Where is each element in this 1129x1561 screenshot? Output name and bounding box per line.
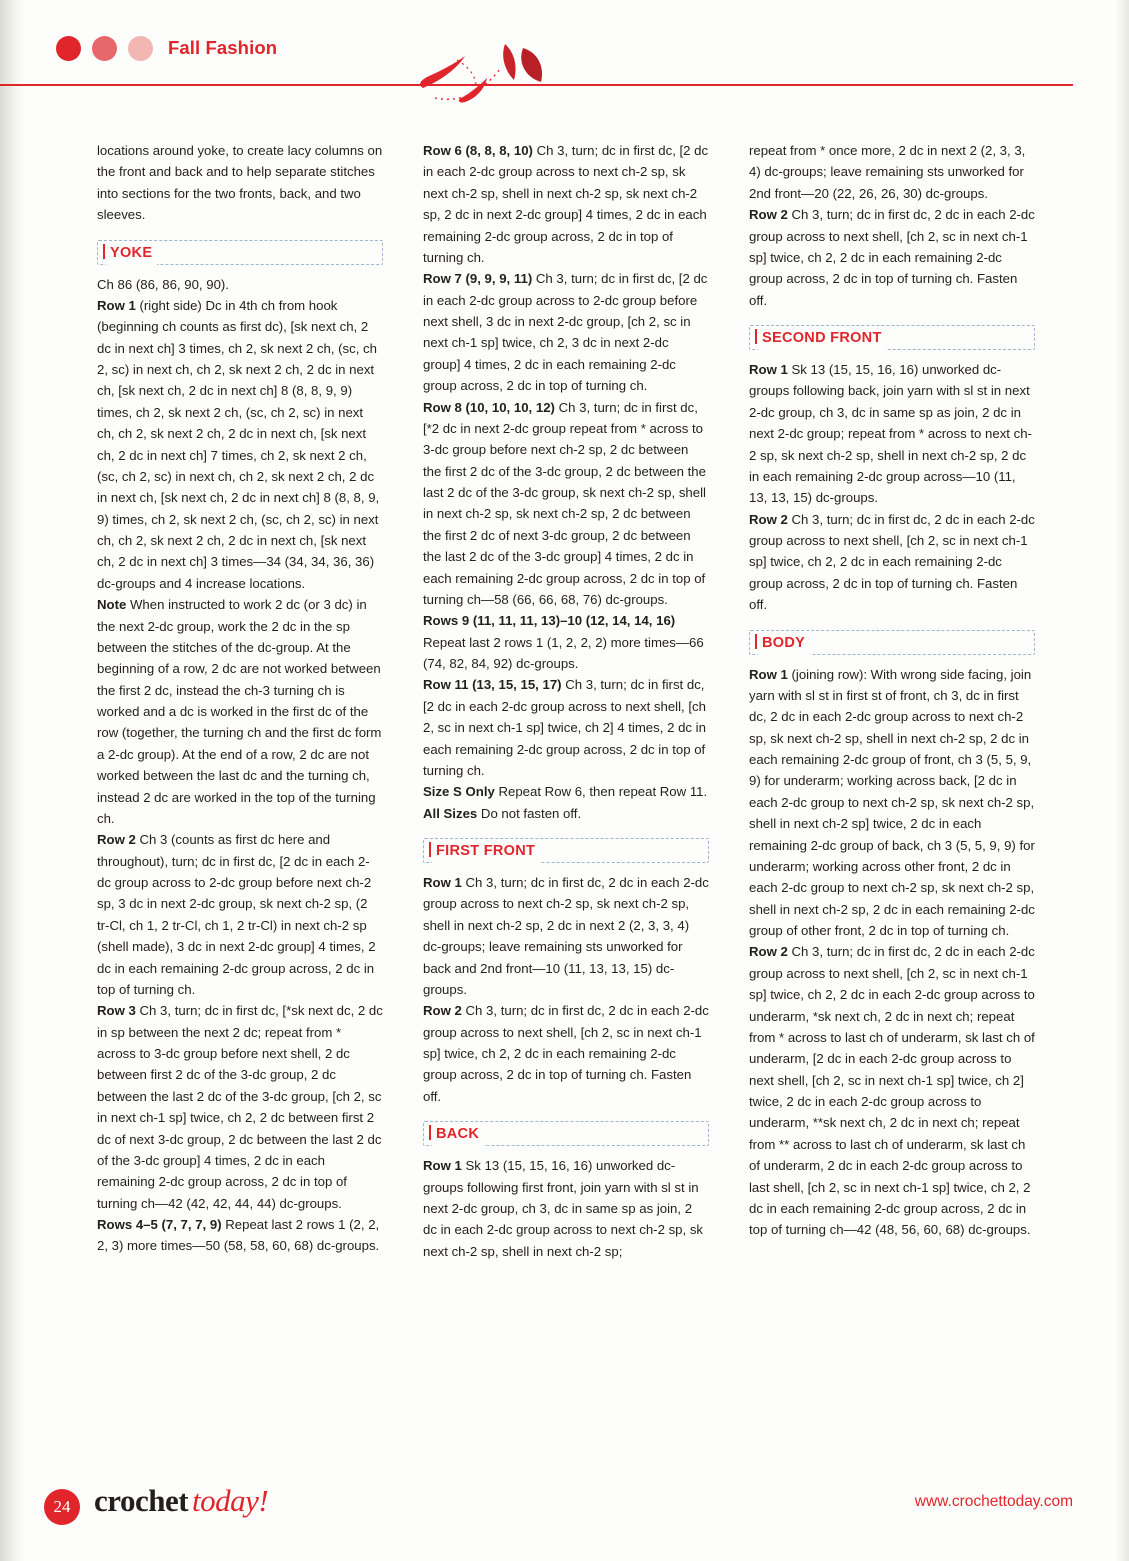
paragraph-lead: Row 1 (749, 666, 788, 682)
paragraph-text: Ch 3, turn; dc in first dc, 2 dc in each 2-dc group across to next shell, [ch 2, sc in next ch-1 sp] twice, ch 2, 2 dc in each remaining 2-dc group across, 2 dc in top of turning ch. Fasten off. (423, 1003, 709, 1104)
section-heading-label: YOKE (106, 242, 157, 265)
paragraph (97, 1000, 383, 1214)
paragraph-text: Ch 3, turn; dc in first dc, [2 dc in each 2-dc group across to next ch-2 sp, sk next ch-2 sp, shell in next ch-2 sp, sk next ch-2 sp, 2 dc in next 2-dc group] 4 times, 2 dc in each remaining 2-dc group across, 2 dc in top of turning ch. (423, 143, 709, 265)
paragraph (97, 140, 383, 226)
section-heading-label: BACK (432, 1123, 484, 1146)
paragraph-lead: Row 7 (9, 9, 9, 11) (423, 271, 533, 287)
paragraph (423, 268, 709, 396)
paragraph (749, 204, 1035, 311)
paragraph-text: Ch 3 (counts as first dc here and throughout), turn; dc in first dc, [2 dc in each 2-dc group across to 2-dc group before next ch-2 sp, 3 dc in next 2-dc group, sk next ch-2 sp, (2 tr-Cl, ch 1, 2 tr-Cl, ch 1, 2 tr-Cl) in next ch-2 sp (shell made), 3 dc in next 2-dc group] 4 times, 2 dc in each remaining 2-dc group across, 2 dc in top of turning ch. (97, 832, 376, 997)
paragraph-text: Ch 3, turn; dc in first dc, 2 dc in each 2-dc group across to next shell, [ch 2, sc in next ch-1 sp] twice, ch 2, 2 dc in each remaining 2-dc group across, 2 dc in top of turning ch. Fasten off. (749, 511, 1035, 613)
page-header (0, 0, 1129, 110)
section-heading (749, 325, 1035, 350)
page-spine-shadow (0, 0, 26, 1561)
section-heading-tick-icon (429, 1125, 431, 1140)
section-heading-tick-icon (755, 329, 757, 344)
paragraph (423, 397, 709, 611)
paragraph (97, 274, 383, 295)
page-edge-shadow (1115, 0, 1129, 1561)
paragraph (97, 594, 383, 829)
paragraph-lead: Note (97, 597, 127, 613)
paragraph-text: Sk 13 (15, 15, 16, 16) unworked dc-groups following first front, join yarn with sl st in next 2-dc group, ch 3, dc in same sp as join, 2 dc in each 2-dc group across to next ch-2 sp, sk next ch-2 sp, shell in next ch-2 sp; (423, 1158, 704, 1259)
paragraph-lead: Rows 4–5 (7, 7, 7, 9) (97, 1217, 222, 1232)
paragraph (423, 610, 709, 674)
logo-main: crochet (94, 1483, 189, 1518)
paragraph (423, 1155, 709, 1262)
magazine-logo (94, 1483, 268, 1519)
paragraph (423, 140, 709, 268)
paragraph (749, 941, 1035, 1240)
section-heading-tick-icon (755, 634, 757, 649)
paragraph-lead: Row 2 (749, 207, 788, 223)
article-columns (97, 140, 1035, 1262)
section-heading (97, 240, 383, 265)
section-heading-label: FIRST FRONT (432, 840, 540, 863)
paragraph-text: Sk 13 (15, 15, 16, 16) unworked dc-groups following back, join yarn with sl st in next 2-dc group, ch 3, dc in same sp as join, 2 dc in next 2-dc group; repeat from * across to next ch-2 sp, sk next ch-2 sp, shell in next ch-2 sp, 2 dc in each remaining 2-dc group across—10 (11, 13, 13, 15) dc-groups. (749, 362, 1032, 506)
page-number: 24 (44, 1489, 80, 1525)
paragraph-text: Ch 3, turn; dc in first dc, [2 dc in each 2-dc group across to next shell, [ch 2, sc in next ch-1 sp] twice, ch 2] 4 times, 2 dc in each remaining 2-dc group across, 2 dc in top of turning ch. (423, 677, 706, 778)
section-heading (423, 838, 709, 863)
paragraph (423, 781, 709, 802)
paragraph-lead: Row 2 (749, 944, 788, 960)
paragraph-text: Do not fasten off. (477, 805, 582, 821)
paragraph-text: Ch 3, turn; dc in first dc, [*sk next dc, 2 dc in sp between the next 2 dc; repeat from * across to 3-dc group before next shell, 2 dc between first 2 dc of the 3-dc group, 2 dc between the last 2 dc of the 3-dc group, [ch 2, sc in next ch-1 sp] twice, ch 2, 2 dc between first 2 dc of next 3-dc group, 2 dc between the last 2 dc of the 3-dc group] 4 times, 2 dc in each remaining 2-dc group across, 2 dc in top of turning ch—42 (42, 42, 44, 44) dc-groups. (97, 1003, 383, 1211)
section-heading (749, 630, 1035, 655)
paragraph-text: Repeat last 2 rows 1 (1, 2, 2, 2) more times—66 (74, 82, 84, 92) dc-groups. (423, 634, 704, 671)
paragraph (423, 803, 709, 824)
leaf-decoration-icon (405, 38, 595, 110)
page-footer (0, 1471, 1129, 1561)
column-1 (97, 140, 383, 1262)
paragraph-text: Ch 3, turn; dc in first dc, 2 dc in each 2-dc group across to next ch-2 sp, sk next ch-2 sp, shell in next ch-2 sp, 2 dc in next 2 (2, 3, 3, 4) dc-groups; leave remaining sts unworked for back and 2nd front—10 (11, 13, 13, 15) dc-groups. (423, 875, 709, 997)
paragraph-lead: Row 1 (749, 362, 788, 377)
paragraph-text: Ch 86 (86, 86, 90, 90). (97, 276, 229, 292)
paragraph (749, 509, 1035, 616)
paragraph (423, 674, 709, 781)
dot-icon (56, 36, 81, 61)
paragraph-lead: Row 1 (423, 875, 462, 890)
dot-icon (92, 36, 117, 61)
paragraph-lead: Size S Only (423, 784, 495, 800)
paragraph-lead: Row 2 (749, 511, 788, 527)
paragraph-text: (right side) Dc in 4th ch from hook (beginning ch counts as first dc), [sk next ch, 2 dc in next ch] 3 times, ch 2, sk next 2 ch, (sc, ch 2, sc) in next ch, ch 2, sk next 2 ch, 2 dc in next ch, [sk next ch, 2 dc in next ch] 8 (8, 8, 9, 9) times, ch 2, sk next 2 ch, (sc, ch 2, sc) in next ch, ch 2, sk next 2 ch, 2 dc in next ch, [sk next ch, 2 dc in next ch] 7 times, ch 2, sk next 2 ch, (sc, ch 2, sc) in next ch, ch 2, sk next 2 ch, 2 dc in next ch, [sk next ch, 2 dc in next ch] 8 (8, 8, 9, 9) times, ch 2, sk next 2 ch, (sc, ch 2, sc) in next ch, ch 2, sk next 2 ch, 2 dc in next ch, [sk next ch, 2 dc in next ch] 3 times—34 (34, 34, 36, 36) dc-groups and 4 increase locations. (97, 297, 380, 591)
paragraph-lead: Row 3 (97, 1003, 136, 1019)
column-2 (423, 140, 709, 1262)
paragraph (97, 295, 383, 594)
paragraph-lead: Row 2 (423, 1003, 462, 1019)
paragraph-text: Ch 3, turn; dc in first dc, 2 dc in each 2-dc group across to next shell, [ch 2, sc in next ch-1 sp] twice, ch 2, 2 dc in each remaining 2-dc group across, 2 dc in top of turning ch. Fasten off. (749, 207, 1035, 308)
paragraph-lead: Row 2 (97, 832, 136, 848)
header-dots (56, 36, 153, 61)
section-heading-tick-icon (429, 842, 431, 857)
dot-icon (128, 36, 153, 61)
paragraph-text: Repeat last 2 rows 1 (2, 2, 2, 3) more times—50 (58, 58, 60, 68) dc-groups. (97, 1217, 380, 1254)
paragraph-lead: Row 1 (97, 297, 136, 313)
website-url[interactable]: www.crochettoday.com (914, 1493, 1073, 1510)
paragraph (749, 664, 1035, 942)
paragraph-lead: Row 8 (10, 10, 10, 12) (423, 399, 555, 415)
paragraph (749, 140, 1035, 204)
paragraph-text: repeat from * once more, 2 dc in next 2 (2, 3, 3, 4) dc-groups; leave remaining sts unworked for 2nd front—20 (22, 26, 26, 30) dc-groups. (749, 143, 1026, 201)
section-heading-label: BODY (758, 632, 810, 655)
paragraph-text: When instructed to work 2 dc (or 3 dc) in the next 2-dc group, work the 2 dc in the sp between the stitches of the dc-group. At the beginning of a row, 2 dc are not worked between the first 2 dc, instead the ch-3 turning ch is worked and a dc is worked in the first dc of the row (together, the turning ch and the first dc form a 2-dc group). At the end of a row, 2 dc are not worked between the last dc and the turning ch, instead 2 dc are worked in the top of the turning ch. (97, 597, 382, 826)
paragraph-text: Ch 3, turn; dc in first dc, [*2 dc in next 2-dc group repeat from * across to 3-dc group before next ch-2 sp, 2 dc between the first 2 dc of the 3-dc group, 2 dc between the last 2 dc of the 3-dc group, sk next ch-2 sp, shell in next ch-2 sp, sk next ch-2 sp, 2 dc between the first 2 dc of next 3-dc group, 2 dc between the last 2 dc of the 3-dc group] 4 times, 2 dc in each remaining 2-dc group across, 2 dc in top of turning ch—58 (66, 66, 68, 76) dc-groups. (423, 399, 706, 607)
paragraph (97, 1214, 383, 1257)
paragraph (423, 1000, 709, 1107)
paragraph-text: locations around yoke, to create lacy columns on the front and back and to help separate stitches into sections for the two fronts, back, and two sleeves. (97, 143, 383, 223)
logo-accent: today! (192, 1483, 269, 1518)
section-heading-label: SECOND FRONT (758, 327, 887, 350)
section-heading (423, 1121, 709, 1146)
paragraph-lead: Row 6 (8, 8, 8, 10) (423, 143, 533, 158)
section-title: Fall Fashion (168, 37, 278, 58)
paragraph-text: Ch 3, turn; dc in first dc, 2 dc in each 2-dc group across to next shell, [ch 2, sc in next ch-1 sp] twice, ch 2, 2 dc in each 2-dc group across to underarm, *sk next ch, 2 dc in next ch; repeat from * across to last ch of underarm, sk last ch of underarm, [2 dc in each 2-dc group across to next shell, [ch 2, sc in next ch-1 sp] twice, ch 2] twice, 2 dc in each 2-dc group across to underarm, **sk next ch, 2 dc in next ch; repeat from ** across to last ch of underarm, sk last ch of underarm, 2 dc in each 2-dc group across to last shell, [ch 2, sc in next ch-1 sp] twice, ch 2, 2 dc in each remaining 2-dc group across, 2 dc in top of turning ch—42 (48, 56, 60, 68) dc-groups. (749, 944, 1035, 1238)
section-heading-tick-icon (103, 244, 105, 259)
paragraph (749, 359, 1035, 509)
paragraph-text: Repeat Row 6, then repeat Row 11. (494, 784, 708, 800)
paragraph-lead: Row 11 (13, 15, 15, 17) (423, 677, 562, 693)
paragraph-text: Ch 3, turn; dc in first dc, [2 dc in each 2-dc group across to 2-dc group before next shell, 3 dc in next 2-dc group, [ch 2, sc in next ch-1 sp] twice, ch 2, 3 dc in next 2-dc group] 4 times, 2 dc in each remaining 2-dc group across, 2 dc in top of turning ch. (423, 271, 708, 394)
paragraph (423, 872, 709, 1000)
paragraph-text: (joining row): With wrong side facing, join yarn with sl st in first st of front, ch 3, dc in first dc, 2 dc in each 2-dc group across to next ch-2 sp, sk next ch-2 sp, shell in next ch-2 sp, 2 dc in each remaining 2-dc group of front, ch 3 (5, 5, 9, 9) for underarm; working across back, [2 dc in each 2-dc group to next ch-2 sp, sk next ch-2 sp, shell in next ch-2 sp] twice, 2 dc in each remaining 2-dc group of back, ch 3 (5, 5, 9, 9) for underarm; working across other front, 2 dc in each 2-dc group to next ch-2 sp, sk next ch-2 sp, shell in next ch-2 sp, 2 dc in each remaining 2-dc group of other front, 2 dc in top of turning ch. (749, 666, 1035, 938)
paragraph-lead: All Sizes (423, 805, 478, 821)
column-3 (749, 140, 1035, 1262)
paragraph-lead: Row 1 (423, 1158, 462, 1174)
paragraph (97, 829, 383, 1000)
paragraph-lead: Rows 9 (11, 11, 11, 13)–10 (12, 14, 14, 16) (423, 613, 676, 629)
